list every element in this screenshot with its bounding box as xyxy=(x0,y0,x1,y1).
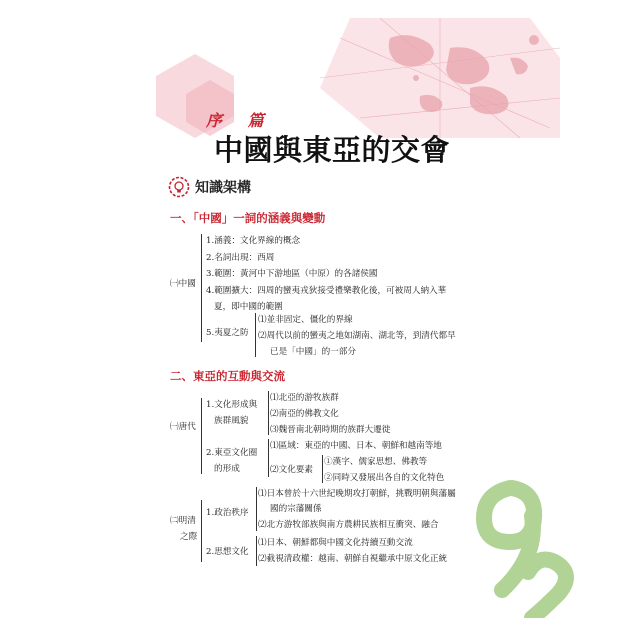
knowledge-structure-heading xyxy=(168,176,251,198)
section2-cultural-element-1: ①漢字、儒家思想、佛教等 xyxy=(324,457,428,467)
section2-g2-item1: 1.政治秩序 xyxy=(206,508,249,518)
section1-item5-sub-2: ⑵周代以前的蠻夷之地如湖南、湖北等，到清代都早 xyxy=(258,331,456,341)
section2-g1-item1-line1: 1.文化形成與 xyxy=(206,400,258,410)
section2-group2-label-line2: 之際 xyxy=(180,532,198,542)
section1-brace xyxy=(201,234,202,342)
section2-g2-item1-brace xyxy=(256,487,257,531)
section2-g1-item2-sub-2: ⑵文化要素 xyxy=(270,465,313,475)
section2-g1-item2-sub-1: ⑴區域：東亞的中國、日本、朝鮮和越南等地 xyxy=(270,441,442,451)
section2-g1-item2-line2: 的形成 xyxy=(214,464,240,474)
section2-title: 二、東亞的互動與交流 xyxy=(170,369,285,383)
section2-g2-item2-brace xyxy=(256,536,257,566)
section2-group2-brace xyxy=(201,500,202,562)
section2-g1-item1-sub-3: ⑶魏晉南北朝時期的族群大遷徙 xyxy=(270,425,391,435)
section2-cultural-elements-brace xyxy=(322,455,323,483)
section1-item-4-cont: 夏，即中國的範圍 xyxy=(214,302,283,312)
section2-group1-brace xyxy=(201,398,202,474)
section1-group-label: ㈠中國 xyxy=(170,279,196,289)
section2-group2-label-line1: ㈡明清 xyxy=(170,516,196,526)
section1-item5-sub-1: ⑴並非固定、僵化的界線 xyxy=(258,315,353,325)
section1-title: 一、「中國」一詞的涵義與變動 xyxy=(170,211,326,225)
section1-item-3: 3.範圍：黃河中下游地區（中原）的各諸侯國 xyxy=(206,269,378,279)
section2-g1-item1-line2: 族群風貌 xyxy=(214,416,249,426)
world-map-deco-icon xyxy=(320,18,560,138)
section2-g2-item1-sub-2: ⑵北方游牧部族與南方農耕民族相互衝突、融合 xyxy=(258,520,439,530)
section2-g1-item1-sub-1: ⑴北亞的游牧族群 xyxy=(270,393,339,403)
green-watermark-icon xyxy=(470,468,580,618)
section1-item5-brace xyxy=(255,313,256,357)
section2-g1-item2-brace xyxy=(268,439,269,477)
section1-item-4: 4.範圍擴大：四周的蠻夷戎狄接受禮樂教化後，可被周人納入華 xyxy=(206,286,447,296)
section1-item-1: 1.涵義：文化界線的概念 xyxy=(206,236,301,246)
section2-group1-label: ㈠唐代 xyxy=(170,422,196,432)
section2-g2-item2-sub-1: ⑴日本、朝鮮都與中國文化持續互動交流 xyxy=(258,538,413,548)
section2-cultural-element-2: ②同時又發展出各自的文化特色 xyxy=(324,473,445,483)
section2-g1-item1-brace xyxy=(268,391,269,435)
page-title: 中國與東亞的交會 xyxy=(214,133,451,167)
section2-g2-item2-sub-2: ⑵截視清政權：越南、朝鮮自視繼承中原文化正統 xyxy=(258,554,448,564)
section1-item-2: 2.名詞出現：西周 xyxy=(206,253,275,263)
section1-item-5: 5.夷夏之防 xyxy=(206,328,249,338)
section2-g2-item1-sub-1: ⑴日本曾於十六世紀晚期攻打朝鮮，挑戰明朝與藩屬 xyxy=(258,489,456,499)
section2-g2-item1-sub-1-cont: 國的宗藩關係 xyxy=(270,504,322,514)
section2-g2-item2: 2.思想文化 xyxy=(206,547,249,557)
gear-bulb-icon xyxy=(168,176,190,198)
section1-item5-sub-2-cont: 已是「中國」的一部分 xyxy=(270,347,356,357)
section2-g1-item2-line1: 2.東亞文化圈 xyxy=(206,448,258,458)
prologue-label: 序 篇 xyxy=(206,111,274,130)
section2-g1-item1-sub-2: ⑵南亞的佛教文化 xyxy=(270,409,339,419)
knowledge-structure-label: 知識架構 xyxy=(195,180,251,196)
